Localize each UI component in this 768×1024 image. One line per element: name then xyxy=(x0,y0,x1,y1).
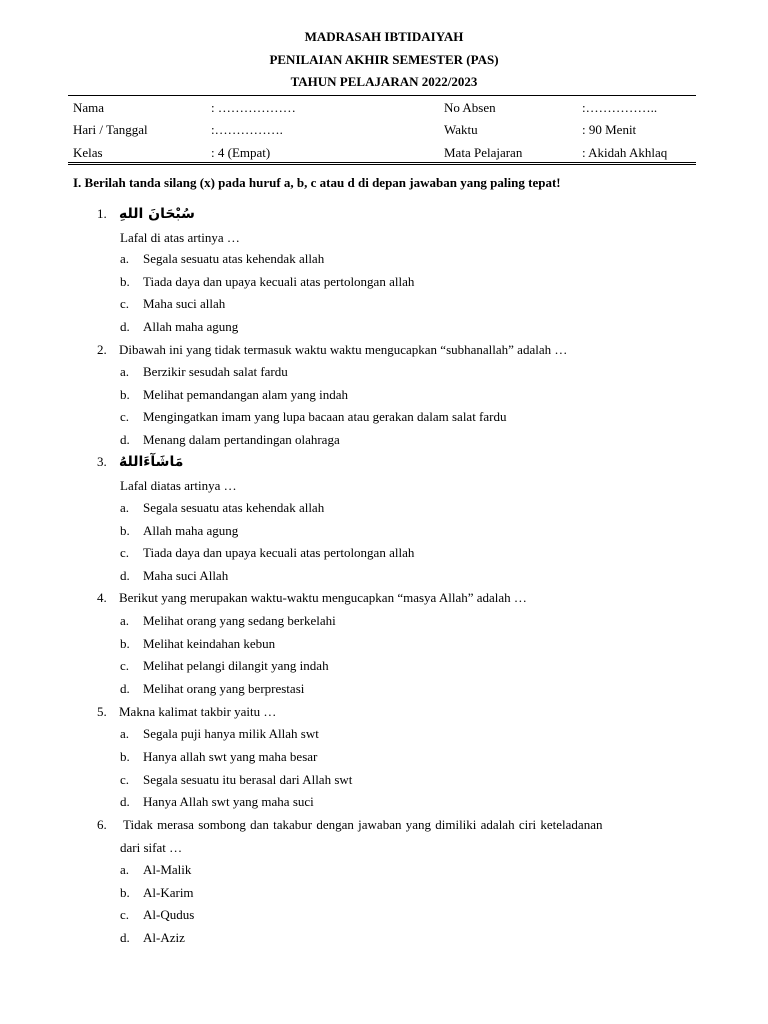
option-text: Melihat orang yang sedang berkelahi xyxy=(143,613,336,628)
option-text: Al-Aziz xyxy=(143,930,185,945)
answer-option[interactable] xyxy=(120,636,275,652)
info-value: : 4 (Empat) xyxy=(211,145,271,160)
option-letter: c. xyxy=(120,409,130,424)
option-text: Allah maha agung xyxy=(143,523,239,538)
option-letter: c. xyxy=(120,907,130,922)
option-text: Hanya allah swt yang maha besar xyxy=(143,749,318,764)
info-label: Mata Pelajaran xyxy=(444,145,523,160)
answer-option[interactable] xyxy=(120,319,238,335)
answer-option[interactable] xyxy=(120,387,348,403)
option-text: Melihat orang yang berprestasi xyxy=(143,681,305,696)
answer-option[interactable] xyxy=(120,726,319,742)
option-letter: b. xyxy=(120,387,130,402)
answer-option[interactable] xyxy=(120,613,336,629)
option-letter: c. xyxy=(120,545,130,560)
info-value: : 90 Menit xyxy=(582,122,637,137)
section-instruction: I. Berilah tanda silang (x) pada huruf a, b, c atau d di depan jawaban yang paling tepat! xyxy=(73,175,561,190)
info-row xyxy=(73,100,693,120)
option-letter: a. xyxy=(120,726,130,741)
question-text: Makna kalimat takbir yaitu … xyxy=(119,704,277,719)
option-text: Tiada daya dan upaya kecuali atas pertolongan allah xyxy=(143,545,415,560)
option-text: Segala puji hanya milik Allah swt xyxy=(143,726,319,741)
info-bottom-rule xyxy=(68,162,696,165)
answer-option[interactable] xyxy=(120,432,340,448)
answer-option[interactable] xyxy=(120,409,507,425)
answer-option[interactable] xyxy=(120,251,324,267)
question-text-continued: dari sifat … xyxy=(120,840,183,855)
answer-option[interactable] xyxy=(120,772,352,788)
exam-title: PENILAIAN AKHIR SEMESTER (PAS) xyxy=(269,52,499,67)
option-text: Al-Malik xyxy=(143,862,192,877)
option-letter: a. xyxy=(120,613,130,628)
question-subtext: Lafal di atas artinya … xyxy=(120,230,240,245)
option-letter: c. xyxy=(120,772,130,787)
answer-option[interactable] xyxy=(120,364,288,380)
option-text: Segala sesuatu itu berasal dari Allah swt xyxy=(143,772,353,787)
info-label: Kelas xyxy=(73,145,103,160)
question-subtext: Lafal diatas artinya … xyxy=(120,478,237,493)
question-text: Berikut yang merupakan waktu-waktu mengucapkan “masya Allah” adalah … xyxy=(119,590,527,605)
option-letter: b. xyxy=(120,274,130,289)
info-value: :……………. xyxy=(211,122,283,137)
option-letter: b. xyxy=(120,636,130,651)
option-text: Al-Karim xyxy=(143,885,194,900)
info-label: Hari / Tanggal xyxy=(73,122,148,137)
option-text: Tiada daya dan upaya kecuali atas pertolongan allah xyxy=(143,274,415,289)
answer-option[interactable] xyxy=(120,885,194,901)
option-text: Mengingatkan imam yang lupa bacaan atau gerakan dalam salat fardu xyxy=(143,409,507,424)
question-stem xyxy=(97,206,195,222)
info-row xyxy=(73,122,693,142)
option-letter: d. xyxy=(120,319,130,334)
answer-option[interactable] xyxy=(120,568,228,584)
answer-option[interactable] xyxy=(120,681,304,697)
option-letter: a. xyxy=(120,500,130,515)
answer-option[interactable] xyxy=(120,274,414,290)
info-label: No Absen xyxy=(444,100,496,115)
option-text: Melihat keindahan kebun xyxy=(143,636,276,651)
info-top-rule xyxy=(68,95,696,96)
answer-option[interactable] xyxy=(120,907,194,923)
option-letter: a. xyxy=(120,251,130,266)
answer-option[interactable] xyxy=(120,500,324,516)
answer-option[interactable] xyxy=(120,930,185,946)
info-value: : Akidah Akhlaq xyxy=(582,145,668,160)
question-stem xyxy=(97,704,276,720)
question-number: 4. xyxy=(97,590,107,605)
option-letter: d. xyxy=(120,432,130,447)
info-label: Waktu xyxy=(444,122,478,137)
option-letter: c. xyxy=(120,296,130,311)
option-letter: a. xyxy=(120,364,130,379)
answer-option[interactable] xyxy=(120,658,329,674)
option-text: Maha suci allah xyxy=(143,296,226,311)
option-letter: b. xyxy=(120,749,130,764)
option-text: Allah maha agung xyxy=(143,319,239,334)
answer-option[interactable] xyxy=(120,545,414,561)
option-text: Melihat pemandangan alam yang indah xyxy=(143,387,349,402)
question-number: 5. xyxy=(97,704,107,719)
option-text: Berzikir sesudah salat fardu xyxy=(143,364,288,379)
question-text: Dibawah ini yang tidak termasuk waktu waktu mengucapkan “subhanallah” adalah … xyxy=(119,342,568,357)
academic-year: TAHUN PELAJARAN 2022/2023 xyxy=(290,74,478,89)
info-label: Nama xyxy=(73,100,105,115)
option-text: Melihat pelangi dilangit yang indah xyxy=(143,658,329,673)
question-text: Tidak merasa sombong dan takabur dengan jawaban yang dimiliki adalah ciri keteladanan xyxy=(119,817,603,832)
question-stem xyxy=(97,817,602,833)
option-text: Maha suci Allah xyxy=(143,568,229,583)
question-number: 2. xyxy=(97,342,107,357)
option-letter: d. xyxy=(120,681,130,696)
option-letter: b. xyxy=(120,885,130,900)
school-title: MADRASAH IBTIDAIYAH xyxy=(304,29,464,44)
info-value: :…………….. xyxy=(582,100,658,115)
answer-option[interactable] xyxy=(120,794,314,810)
option-letter: d. xyxy=(120,794,130,809)
option-text: Menang dalam pertandingan olahraga xyxy=(143,432,340,447)
question-stem xyxy=(97,454,183,470)
option-letter: d. xyxy=(120,930,130,945)
answer-option[interactable] xyxy=(120,749,317,765)
option-letter: b. xyxy=(120,523,130,538)
question-number: 3. xyxy=(97,454,107,469)
option-letter: c. xyxy=(120,658,130,673)
arabic-text: مَاشَآءَاللهُ xyxy=(119,454,184,470)
option-letter: a. xyxy=(120,862,130,877)
answer-option[interactable] xyxy=(120,296,225,312)
question-stem xyxy=(97,590,527,606)
question-stem xyxy=(97,342,567,358)
option-text: Al-Qudus xyxy=(143,907,195,922)
info-value: : ……………… xyxy=(211,100,296,115)
question-number: 6. xyxy=(97,817,107,832)
answer-option[interactable] xyxy=(120,862,191,878)
option-letter: d. xyxy=(120,568,130,583)
arabic-text: سُبْحَانَ اللهِ xyxy=(119,206,195,222)
option-text: Hanya Allah swt yang maha suci xyxy=(143,794,314,809)
answer-option[interactable] xyxy=(120,523,238,539)
option-text: Segala sesuatu atas kehendak allah xyxy=(143,500,325,515)
option-text: Segala sesuatu atas kehendak allah xyxy=(143,251,325,266)
question-number: 1. xyxy=(97,206,107,221)
